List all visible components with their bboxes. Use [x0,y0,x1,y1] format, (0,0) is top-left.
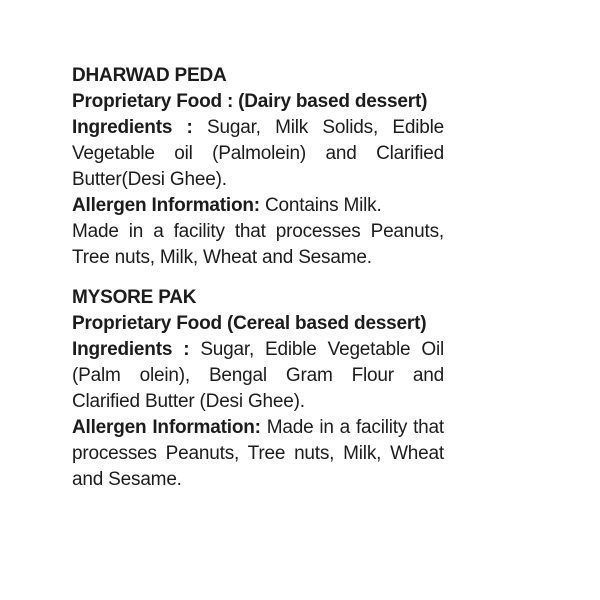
ingredients-label: Ingredients : [72,339,190,360]
ingredients-text: Sugar, Milk Solids, Edible Vegetable oil (Palmolein) and Clarified Butter(Desi Ghee). [72,117,444,190]
ingredients-label: Ingredients : [72,117,193,138]
product-title: DHARWAD PEDA [72,65,227,86]
label-text-block [72,63,444,493]
allergen-paragraph [72,415,444,493]
product-subtitle: Proprietary Food : (Dairy based dessert) [72,91,428,112]
allergen-text: Contains Milk. [265,195,382,216]
allergen-paragraph [72,193,444,219]
ingredients-paragraph [72,337,444,415]
product-subtitle: Proprietary Food (Cereal based dessert) [72,313,427,334]
allergen-label: Allergen Information: [72,195,260,216]
ingredients-paragraph [72,115,444,193]
facility-paragraph: Made in a facility that processes Peanuts, Tree nuts, Milk, Wheat and Sesame. [72,221,444,268]
allergen-text: Made in a facility that processes Peanuts, Tree nuts, Milk, Wheat and Sesame. [72,417,444,490]
ingredients-text: Sugar, Edible Vegetable Oil (Palm olein), Bengal Gram Flour and Clarified Butter (Desi Ghee). [72,339,444,412]
product-section-dharwad-peda [72,63,444,271]
product-section-mysore-pak [72,285,444,493]
product-title: MYSORE PAK [72,287,197,308]
allergen-label: Allergen Information: [72,417,261,438]
